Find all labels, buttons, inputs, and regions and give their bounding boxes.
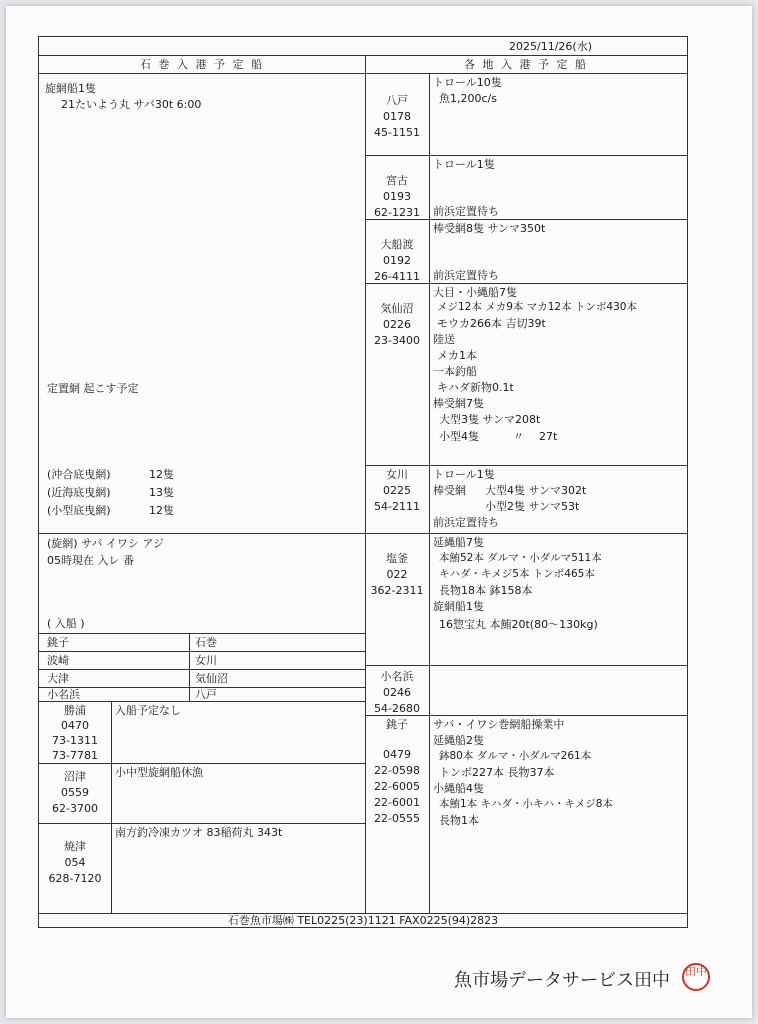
senmaki-line: 21たいよう丸 サバ30t 6:00 <box>61 98 202 111</box>
yaizu-note: 南方釣冷凍カツオ 83稲荷丸 343t <box>115 826 283 839</box>
ofunato-line: 前浜定置待ち <box>433 269 499 282</box>
kesennuma-name: 気仙沼 <box>380 302 414 315</box>
katsuura-code: 0470 <box>61 719 89 732</box>
onahama-tel: 54-2680 <box>374 702 420 715</box>
shiogama-line: 旋網船1隻 <box>433 600 484 613</box>
onagawa-line: 小型2隻 サンマ53t <box>485 500 580 513</box>
kesennuma-line: 大目・小縄船7隻 <box>433 286 517 299</box>
soko-count: 12隻 <box>149 504 174 517</box>
kesennuma-line: 棒受網7隻 <box>433 397 484 410</box>
numazu-tel: 62-3700 <box>52 802 98 815</box>
onagawa-line: 前浜定置待ち <box>433 516 499 529</box>
yaizu-code: 054 <box>64 856 86 869</box>
choshi-tel: 22-6001 <box>374 796 420 809</box>
choshi-name: 銚子 <box>386 718 408 731</box>
yaizu-tel: 628-7120 <box>48 872 102 885</box>
kesennuma-line: モウカ266本 吉切39t <box>437 317 546 330</box>
soko-count: 13隻 <box>149 486 174 499</box>
choshi-tel: 22-0598 <box>374 764 420 777</box>
port-name: 石巻 <box>195 636 217 649</box>
kesennuma-code: 0226 <box>383 318 411 331</box>
port-name: 八戸 <box>195 688 217 701</box>
miyako-code: 0193 <box>383 190 411 203</box>
ofunato-code: 0192 <box>383 254 411 267</box>
choshi-tel: 22-6005 <box>374 780 420 793</box>
left-header: 石 巻 入 港 予 定 船 <box>140 58 264 71</box>
katsuura-note: 入船予定なし <box>115 704 181 717</box>
choshi-line: 延縄船2隻 <box>433 734 484 747</box>
hachinohe-code: 0178 <box>383 110 411 123</box>
soko-name: (近海底曳網) <box>47 486 111 499</box>
footer-contact: 石巻魚市場㈱ TEL0225(23)1121 FAX0225(94)2823 <box>227 914 499 927</box>
kesennuma-line: キハダ新物0.1t <box>437 381 514 394</box>
report-date: 2025/11/26(水) <box>509 40 592 53</box>
kesennuma-line: メジ12本 メカ9本 マカ12本 トンボ430本 <box>437 301 637 313</box>
shiogama-tel: 362-2311 <box>370 584 424 597</box>
choshi-line: サバ・イワシ巻網船操業中 <box>433 718 565 731</box>
onahama-code: 0246 <box>383 686 411 699</box>
port-name: 小名浜 <box>47 688 80 701</box>
ofunato-name: 大船渡 <box>380 238 414 251</box>
shiogama-code: 022 <box>386 568 408 581</box>
report-table <box>38 36 688 928</box>
soko-name: (沖合底曳網) <box>47 468 111 481</box>
right-header: 各 地 入 港 予 定 船 <box>464 58 588 71</box>
shiogama-line: 長物18本 鉢158本 <box>439 584 533 597</box>
onagawa-tel: 54-2111 <box>374 500 420 513</box>
soko-name: (小型底曳網) <box>47 504 111 517</box>
port-name: 波崎 <box>47 654 69 667</box>
kesennuma-line: 一本釣船 <box>433 365 477 378</box>
senmaki-title: 旋網船1隻 <box>45 82 96 95</box>
choshi-code: 0479 <box>383 748 411 761</box>
onahama-name: 小名浜 <box>380 670 414 683</box>
port-name: 女川 <box>195 654 217 667</box>
port-name: 気仙沼 <box>195 672 228 685</box>
onagawa-name: 女川 <box>386 468 408 481</box>
miyako-name: 宮古 <box>386 174 408 187</box>
yaizu-name: 焼津 <box>64 840 86 853</box>
teichi-note: 定置網 起こす予定 <box>47 382 139 395</box>
hachinohe-line: トロール10隻 <box>433 76 502 89</box>
choshi-line: トンボ227本 長物37本 <box>439 766 555 779</box>
soko-count: 12隻 <box>149 468 174 481</box>
hachinohe-tel: 45-1151 <box>374 126 420 139</box>
kesennuma-line: 大型3隻 サンマ208t <box>439 413 541 426</box>
numazu-code: 0559 <box>61 786 89 799</box>
katsuura-tel: 73-7781 <box>52 749 98 762</box>
katsuura-name: 勝浦 <box>64 704 86 717</box>
shiogama-name: 塩釜 <box>386 552 408 565</box>
shiogama-line: 本鮪52本 ダルマ・小ダルマ511本 <box>439 552 602 564</box>
choshi-line: 小縄船4隻 <box>433 782 484 795</box>
kesennuma-line: 陸送 <box>433 333 455 346</box>
port-name: 銚子 <box>47 636 69 649</box>
seal-stamp: 田中 <box>682 963 710 991</box>
ofunato-line: 棒受網8隻 サンマ350t <box>433 222 546 235</box>
onagawa-line: 大型4隻 サンマ302t <box>485 484 587 497</box>
miyako-tel: 62-1231 <box>374 206 420 219</box>
senmaki-fish: (旋網) サバ イワシ アジ <box>47 537 164 550</box>
miyako-line: 前浜定置待ち <box>433 205 499 218</box>
hachinohe-name: 八戸 <box>386 94 408 107</box>
shiogama-line: 16惣宝丸 本鮪20t(80〜130kg) <box>439 618 598 631</box>
kesennuma-line: 小型4隻 <box>439 430 479 443</box>
port-name: 大津 <box>47 672 69 685</box>
shiogama-line: 延縄船7隻 <box>433 536 484 549</box>
onagawa-line: トロール1隻 <box>433 468 495 481</box>
onagawa-code: 0225 <box>383 484 411 497</box>
kesennuma-line: メカ1本 <box>437 349 477 362</box>
onagawa-line: 棒受網 <box>433 484 466 497</box>
handwritten-signature: 魚市場データサービス田中 <box>454 970 670 991</box>
genzai-note: 05時現在 入レ 番 <box>47 554 134 567</box>
choshi-line: 長物1本 <box>439 814 479 827</box>
miyako-line: トロール1隻 <box>433 158 495 171</box>
numazu-note: 小中型旋網船休漁 <box>115 766 203 779</box>
choshi-line: 鉢80本 ダルマ・小ダルマ261本 <box>439 750 592 762</box>
choshi-line: 本鮪1本 キハダ・小キハ・キメジ8本 <box>439 798 613 810</box>
numazu-name: 沼津 <box>64 770 86 783</box>
kesennuma-line: 27t <box>539 430 558 443</box>
choshi-tel: 22-0555 <box>374 812 420 825</box>
nyusen-label: ( 入船 ) <box>47 617 85 630</box>
kesennuma-tel: 23-3400 <box>374 334 420 347</box>
katsuura-tel: 73-1311 <box>52 734 98 747</box>
shiogama-line: キハダ・キメジ5本 トンボ465本 <box>439 568 595 580</box>
ofunato-tel: 26-4111 <box>374 270 420 283</box>
hachinohe-line: 魚1,200c/s <box>439 92 497 105</box>
ditto-mark: 〃 <box>513 430 524 443</box>
